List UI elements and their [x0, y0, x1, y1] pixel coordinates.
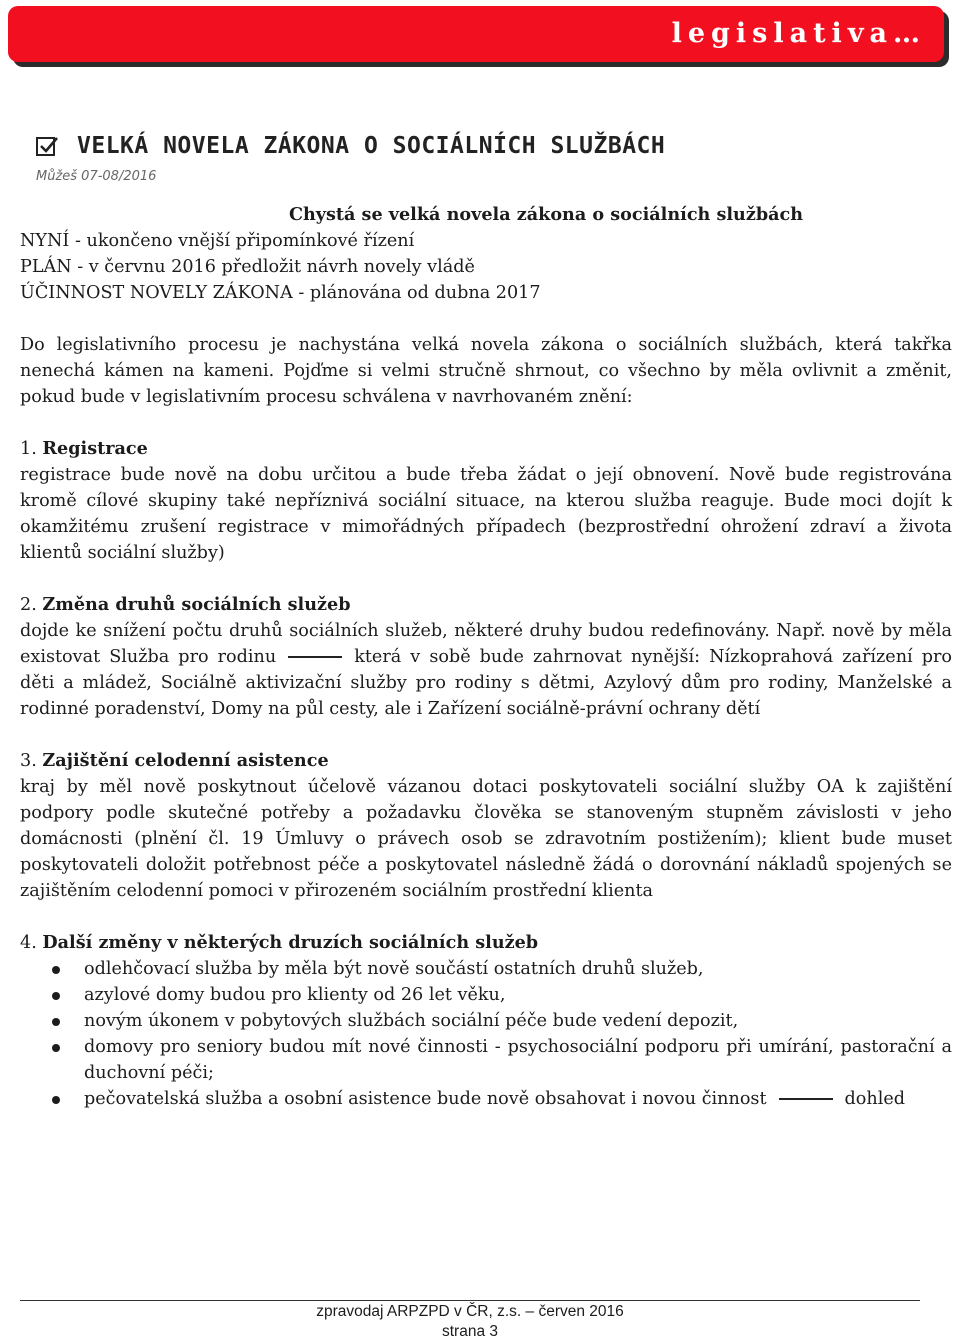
status-line-effect: ÚČINNOST NOVELY ZÁKONA - plánována od dubna 2017 [20, 283, 541, 303]
article-body [20, 202, 952, 1112]
article-source: Můžeš 07-08/2016 [36, 169, 157, 184]
em-dash [288, 656, 342, 658]
status-line-now: NYNÍ - ukončeno vnější připomínkové řízení [20, 231, 415, 251]
section-4-number: 4. [20, 933, 37, 953]
article-subtitle: Chystá se velká novela zákona o sociálních službách [288, 204, 804, 225]
section-banner [8, 6, 944, 62]
section-1-text: registrace bude nově na dobu určitou a bude třeba žádat o její obnovení. Nově bude registrována kromě cílové skupiny také nepříznivá sociální situace, na kterou služba reaguje. Bude moci dojít k okamžitému zrušení registrace v mimořádných případech (bezprostřední ohrožení zdraví a života klientů sociální služby) [20, 465, 952, 563]
list-item: novým úkonem v pobytových službách sociální péče bude vedení depozit, [84, 1008, 952, 1034]
list-item: odlehčovací služba by měla být nově součástí ostatních druhů služeb, [84, 956, 952, 982]
list-item: azylové domy budou pro klienty od 26 let věku, [84, 982, 952, 1008]
section-2-text [20, 618, 952, 722]
footer-publication: zpravodaj ARPZPD v ČR, z.s. – červen 2016 [316, 1303, 624, 1320]
banner-title: legislativa… [671, 18, 926, 49]
section-3-number: 3. [20, 751, 37, 771]
list-item: domovy pro seniory budou mít nové činnosti - psychosociální podporu při umírání, pastorační a duchovní péči; [84, 1034, 952, 1086]
section-1-title: Registrace [42, 438, 148, 459]
list-item-text-b: dohled [844, 1089, 906, 1109]
article-title-text: VELKÁ NOVELA ZÁKONA O SOCIÁLNÍCH SLUŽBÁCH [77, 133, 666, 159]
page-footer [0, 1302, 940, 1342]
list-item-text-a: pečovatelská služba a osobní asistence bude nově obsahovat i novou činnost [84, 1089, 767, 1109]
section-2-heading [20, 592, 952, 618]
article-title [36, 133, 665, 159]
em-dash [779, 1098, 833, 1100]
section-2-text-b: která v sobě bude zahrnovat nynější: Nízkoprahová zařízení pro děti a mládež, Sociálně aktivizační služby pro rodiny s dětmi, Azylový dům pro rodiny, Manželské a rodinné poradenství, Domy na půl cesty, ale i Zařízení sociálně-právní ochrany dětí [20, 647, 952, 719]
checkbox-checked-icon [36, 137, 55, 156]
section-4-heading [20, 930, 952, 956]
section-2-title: Změna druhů sociálních služeb [42, 594, 351, 615]
section-2-text-a: dojde ke snížení počtu druhů sociálních služeb, některé druhy budou redefinovány. Např. nově by měla existovat Služba pro rodinu [20, 621, 952, 667]
status-line-plan: PLÁN - v červnu 2016 předložit návrh novely vládě [20, 257, 475, 277]
section-2-number: 2. [20, 595, 37, 615]
list-item [84, 1086, 952, 1112]
section-4-list [20, 956, 952, 1112]
intro-paragraph: Do legislativního procesu je nachystána velká novela zákona o sociálních službách, která takřka nenechá kámen na kameni. Pojďme si velmi stručně shrnout, co všechno by měla ovlivnit a změnit, pokud bude v legislativním procesu schválena v navrhovaném znění: [20, 335, 952, 407]
section-3-text: kraj by měl nově poskytnout účelově vázanou dotaci poskytovateli sociální služby OA k zajištění podpory podle skutečné potřeby a požadavku člověka se stanoveným stupněm závislosti v jeho domácnosti (plnění čl. 19 Úmluvy o právech osob se zdravotním postižením); klient bude muset poskytovateli doložit potřebnost péče a poskytovatel následně žádá o dorovnání nákladů spojených se zajištěním celodenní pomoci v přirozeném sociálním prostřední klienta [20, 777, 952, 901]
section-1-heading [20, 436, 952, 462]
section-1-number: 1. [20, 439, 37, 459]
section-4-title: Další změny v některých druzích sociálních služeb [42, 932, 539, 953]
section-3-title: Zajištění celodenní asistence [42, 750, 329, 771]
footer-page-number: strana 3 [441, 1323, 498, 1340]
section-3-heading [20, 748, 952, 774]
footer-divider [20, 1300, 920, 1301]
